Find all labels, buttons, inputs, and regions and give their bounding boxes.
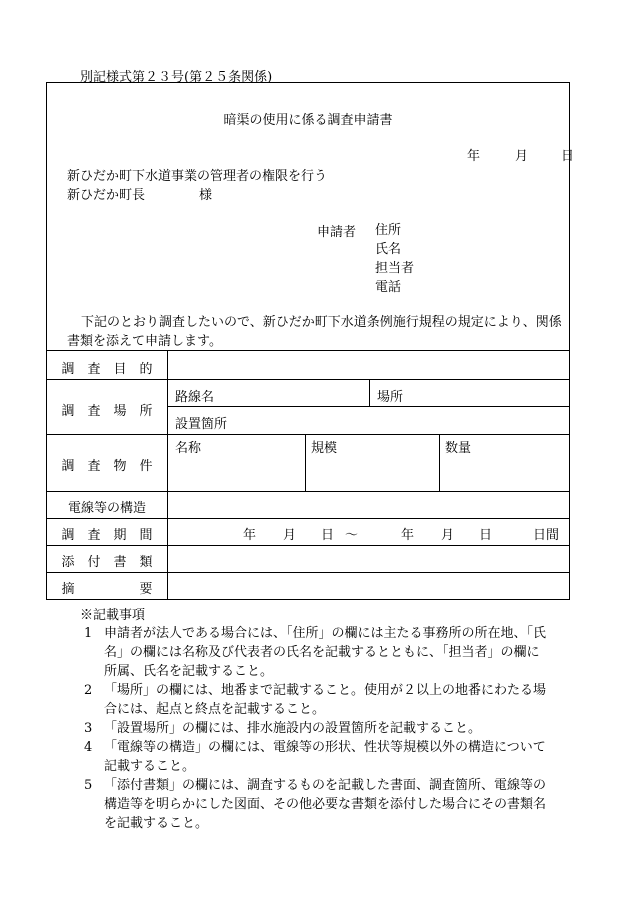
note-text: 申請者が法人である場合には、「住所」の欄には主たる事務所の所在地、「氏名」の欄には名称及び代表者の氏名を記載するとともに、「担当者」の欄に所属、氏名を記載すること。 (104, 626, 547, 679)
period-year-end: 年 (401, 528, 415, 543)
table-line (47, 350, 569, 351)
form-title: 暗渠の使用に係る調査申請書 (223, 113, 393, 128)
date-day: 日 (561, 149, 575, 164)
label-remarks: 摘 要 (61, 582, 153, 597)
addressee-mayor: 新ひだか町長 (67, 188, 146, 203)
applicant-label: 申請者 (317, 225, 357, 240)
note-text: 「添付書類」の欄には、調査するものを記載した書面、調査箇所、電線等の構造等を明らかにした図面、その他必要な書類を添付した場合にその書類名を記載すること。 (104, 778, 547, 831)
note-number: 2 (84, 683, 93, 698)
table-line (47, 518, 569, 519)
period-year-start: 年 (243, 528, 257, 543)
note-item (80, 776, 550, 833)
applicant-address: 住所 (375, 223, 402, 238)
notes-list (80, 624, 550, 833)
table-line (47, 572, 569, 573)
table-line (47, 379, 569, 380)
addressee-line1: 新ひだか町下水道事業の管理者の権限を行う (67, 169, 328, 184)
label-objects: 調 査 物 件 (61, 459, 153, 474)
table-line (167, 350, 168, 599)
notes-heading: ※記載事項 (80, 608, 146, 623)
period-day-start: 日 (321, 528, 335, 543)
period-tilde: ～ (345, 528, 359, 543)
label-location: 調 査 場 所 (61, 404, 153, 419)
addressee-line2 (67, 184, 212, 203)
note-number: 4 (84, 740, 93, 755)
table-line (439, 434, 440, 491)
cell-name: 名称 (175, 441, 202, 456)
note-text: 「電線等の構造」の欄には、電線等の形状、性状等規模以外の構造について記載すること。 (104, 740, 546, 774)
applicant-name: 氏名 (375, 242, 402, 257)
period-month-end: 月 (441, 528, 455, 543)
cell-scale: 規模 (311, 441, 338, 456)
label-period: 調 査 期 間 (61, 528, 153, 543)
table-line (305, 434, 306, 491)
date-month: 月 (515, 149, 529, 164)
note-number: 1 (84, 626, 93, 641)
applicant-contact-person: 担当者 (375, 261, 415, 276)
period-day-end: 日 (479, 528, 493, 543)
table-line (47, 434, 569, 435)
table-line (167, 406, 569, 407)
note-item (80, 681, 550, 719)
application-form (46, 82, 575, 600)
note-item (80, 738, 550, 776)
table-line (369, 379, 370, 406)
label-attachments: 添 付 書 類 (61, 555, 153, 570)
note-number: 3 (84, 721, 93, 736)
label-purpose: 調 査 目 的 (61, 362, 153, 377)
period-month-start: 月 (283, 528, 297, 543)
period-days: 日間 (533, 528, 560, 543)
label-structure: 電線等の構造 (67, 501, 146, 516)
date-year: 年 (467, 149, 481, 164)
table-line (47, 491, 569, 492)
cell-install-place: 設置箇所 (175, 417, 228, 432)
applicant-phone: 電話 (375, 280, 402, 295)
table-line (47, 545, 569, 546)
applicant-fields (375, 221, 414, 297)
note-item (80, 624, 550, 681)
statement: 下記のとおり調査したいので、新ひだか町下水道条例施行規程の規定により、関係書類を添えて申請します。 (67, 315, 562, 349)
note-item (80, 719, 550, 738)
note-text: 「設置場所」の欄には、排水施設内の設置箇所を記載すること。 (104, 721, 482, 736)
note-text: 「場所」の欄には、地番まで記載すること。使用が２以上の地番にわたる場合には、起点と終点を記載すること。 (104, 683, 547, 717)
cell-route-name: 路線名 (175, 390, 215, 405)
cell-place: 場所 (377, 390, 404, 405)
note-number: 5 (84, 778, 93, 793)
addressee-honorific: 様 (199, 188, 213, 203)
cell-quantity: 数量 (445, 441, 472, 456)
form-label: 別記様式第２３号(第２５条関係) (80, 70, 273, 85)
